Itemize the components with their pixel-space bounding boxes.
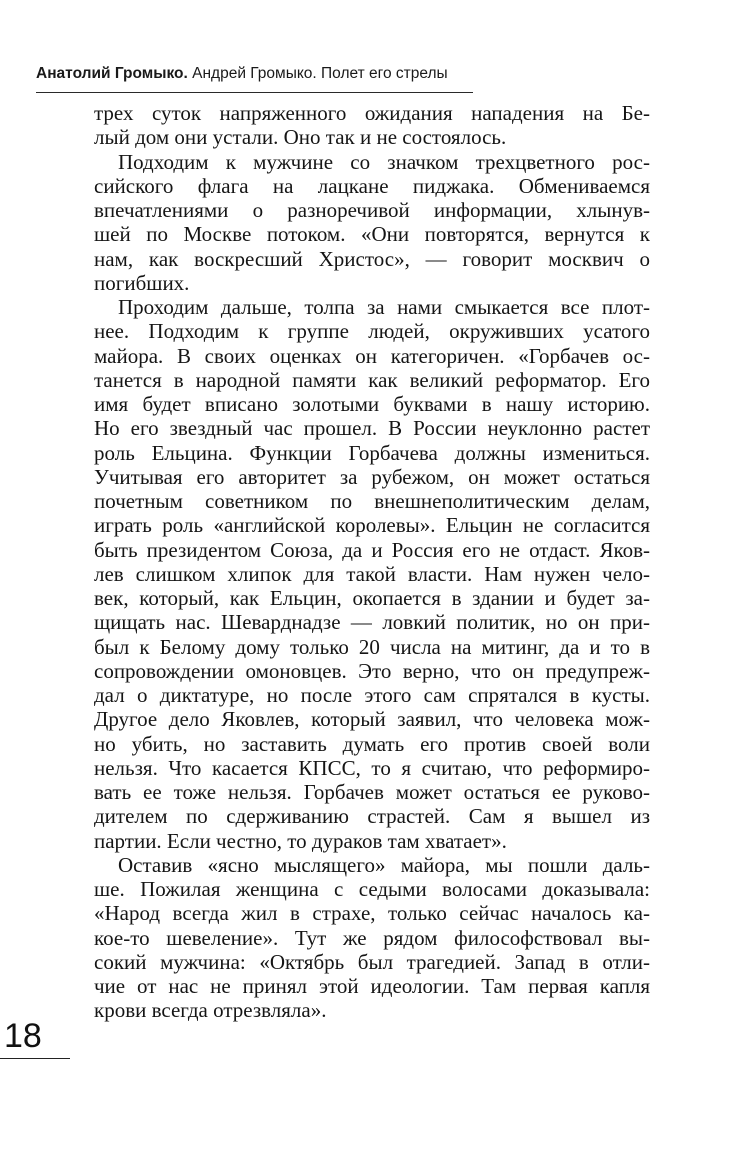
text-line: Оставив «ясно мыслящего» майора, мы пошли даль- (118, 852, 650, 877)
text-line: кое-то шевеление». Тут же рядом философствовал вы- (94, 925, 650, 950)
text-line: шей по Москве потоком. «Они повторятся, вернутся к (94, 222, 650, 247)
text-line: лый дом они устали. Оно так и не состоялось. (94, 125, 507, 150)
body-text (94, 101, 650, 1023)
text-line: ше. Пожилая женщина с седыми волосами доказывала: (94, 877, 650, 901)
text-line: дал о диктатуре, но после этого сам спрятался в кусты. (94, 683, 650, 707)
text-line: почетным советником по внешнеполитическим делам, (94, 489, 650, 513)
text-line: быть президентом Союза, да и Россия его не отдаст. Яков- (94, 537, 650, 562)
header-rule (36, 92, 473, 93)
text-line: лев слишком хлипок для такой власти. Нам нужен чело- (94, 561, 650, 586)
text-line: был к Белому дому только 20 числа на митинг, да и то в (94, 634, 650, 659)
text-line: впечатлениями о разноречивой информации, хлынув- (94, 198, 650, 222)
text-line: трех суток напряженного ожидания нападения на Бе- (94, 101, 650, 125)
text-line: сокий мужчина: «Октябрь был трагедией. Запад в отли- (94, 949, 650, 974)
text-line: танется в народной памяти как великий реформатор. Его (94, 367, 650, 392)
page-number: 18 (4, 1017, 42, 1055)
text-line: дителем по сдерживанию страстей. Сам я вышел из (94, 804, 650, 829)
text-line: крови всегда отрезвляла». (94, 998, 327, 1023)
text-line: «Народ всегда жил в страхе, только сейчас началось ка- (94, 901, 650, 926)
text-line: сопровождении омоновцев. Это верно, что он предупреж- (94, 658, 650, 683)
text-line: но убить, но заставить думать его против своей воли (94, 731, 650, 756)
text-line: роль Ельцина. Функции Горбачева должны измениться. (94, 440, 650, 465)
text-line: век, который, как Ельцин, окопается в здании и будет за- (94, 586, 650, 610)
text-line: нее. Подходим к группе людей, окруживших усатого (94, 319, 650, 344)
text-line: сийского флага на лацкане пиджака. Обмениваемся (94, 173, 650, 198)
text-line: нам, как воскресший Христос», — говорит москвич о (94, 246, 650, 271)
text-line: играть роль «английской королевы». Ельцин не согласится (94, 513, 650, 538)
text-line: вать ее тоже нельзя. Горбачев может остаться ее руково- (94, 780, 650, 804)
text-line: Проходим дальше, толпа за нами смыкается все плот- (118, 295, 650, 319)
text-line: щищать нас. Шеварднадзе — ловкий политик, но он при- (94, 610, 650, 635)
text-line: чие от нас не принял этой идеологии. Там первая капля (94, 974, 650, 998)
text-line: погибших. (94, 270, 190, 295)
text-line: имя будет вписано золотыми буквами в нашу историю. (94, 392, 650, 416)
running-header (36, 64, 476, 84)
text-line: партии. Если честно, то дураков там хватает». (94, 828, 507, 853)
header-author: Анатолий Громыко. (36, 65, 188, 82)
text-line: майора. В своих оценках он категоричен. «Горбачев ос- (94, 343, 650, 368)
text-line: Другое дело Яковлев, который заявил, что человека мож- (94, 707, 650, 732)
text-line: Учитывая его авторитет за рубежом, он может остаться (94, 464, 650, 489)
text-line: Подходим к мужчине со значком трехцветного рос- (118, 149, 650, 174)
page-number-rule (0, 1058, 70, 1059)
text-line: нельзя. Что касается КПСС, то я считаю, что реформиро- (94, 755, 650, 780)
text-line: Но его звездный час прошел. В России неуклонно растет (94, 416, 650, 441)
header-title: Андрей Громыко. Полет его стрелы (192, 65, 448, 82)
